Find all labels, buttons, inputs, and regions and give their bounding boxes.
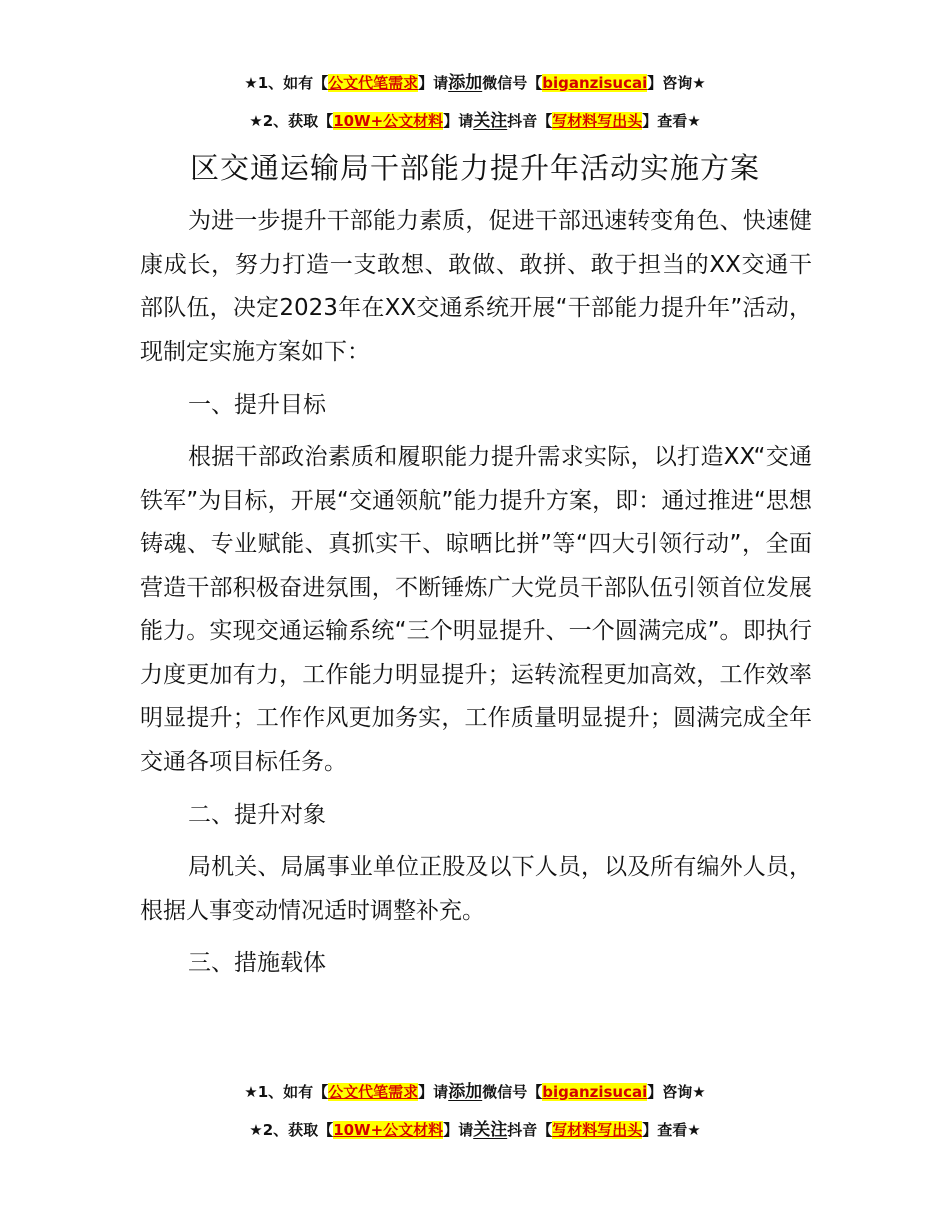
promo-underlined: 添加: [448, 73, 483, 93]
promo-line-1-top: [0, 68, 950, 93]
promo-highlight: 写材料写出头: [552, 112, 643, 130]
promo-suffix: 】咨询★: [647, 1083, 706, 1101]
promo-highlight: 10W+公文材料: [333, 1121, 444, 1139]
promo-highlight: 公文代笔需求: [328, 1083, 419, 1101]
section-1-body: 根据干部政治素质和履职能力提升需求实际，以打造XX“交通铁军”为目标，开展“交通领航”能力提升方案，即：通过推进“思想铸魂、专业赋能、真抓实干、晾晒比拼”等“四大引领行动”，全面营造干部积极奋进氛围，不断锤炼广大党员干部队伍引领首位发展能力。实现交通运输系统“三个明显提升、一个圆满完成”。即执行力度更加有力，工作能力明显提升；运转流程更加高效，工作效率明显提升；工作作风更加务实，工作质量明显提升；圆满完成全年交通各项目标任务。: [140, 444, 812, 775]
promo-text: 抖音【: [507, 112, 553, 130]
promo-text: 】请: [443, 1121, 474, 1139]
promo-highlight: biganzisucai: [542, 1083, 648, 1101]
promo-underlined: 关注: [473, 1120, 508, 1140]
section-3-heading: 三、措施载体: [188, 950, 326, 976]
promo-highlight: 10W+公文材料: [333, 112, 444, 130]
promo-suffix: 】咨询★: [647, 74, 706, 92]
intro-paragraph: 为进一步提升干部能力素质，促进干部迅速转变角色、快速健康成长，努力打造一支敢想、敢做、敢拼、敢于担当的XX交通干部队伍，决定2023年在XX交通系统开展“干部能力提升年”活动，现制定实施方案如下：: [140, 208, 812, 365]
promo-highlight: 写材料写出头: [552, 1121, 643, 1139]
promo-suffix: 】查看★: [642, 112, 701, 130]
promo-line-1-bottom: [0, 1077, 950, 1102]
promo-prefix: ★1、如有【: [244, 1083, 329, 1101]
promo-line-2-top: [0, 106, 950, 131]
promo-highlight: 公文代笔需求: [328, 74, 419, 92]
promo-line-2-bottom: [0, 1115, 950, 1140]
document-title: 区交通运输局干部能力提升年活动实施方案: [189, 151, 760, 185]
promo-prefix: ★2、获取【: [249, 1121, 334, 1139]
promo-underlined: 添加: [448, 1082, 483, 1102]
section-1-heading: 一、提升目标: [188, 392, 326, 418]
promo-text: 】请: [418, 74, 449, 92]
promo-prefix: ★2、获取【: [249, 112, 334, 130]
section-2-heading: 二、提升对象: [188, 802, 326, 828]
promo-text: 】请: [443, 112, 474, 130]
promo-text: 微信号【: [482, 1083, 543, 1101]
promo-highlight: biganzisucai: [542, 74, 648, 92]
promo-text: 】请: [418, 1083, 449, 1101]
promo-suffix: 】查看★: [642, 1121, 701, 1139]
promo-underlined: 关注: [473, 111, 508, 131]
promo-text: 微信号【: [482, 74, 543, 92]
section-2-body: 局机关、局属事业单位正股及以下人员，以及所有编外人员，根据人事变动情况适时调整补充。: [140, 854, 812, 924]
promo-prefix: ★1、如有【: [244, 74, 329, 92]
promo-text: 抖音【: [507, 1121, 553, 1139]
